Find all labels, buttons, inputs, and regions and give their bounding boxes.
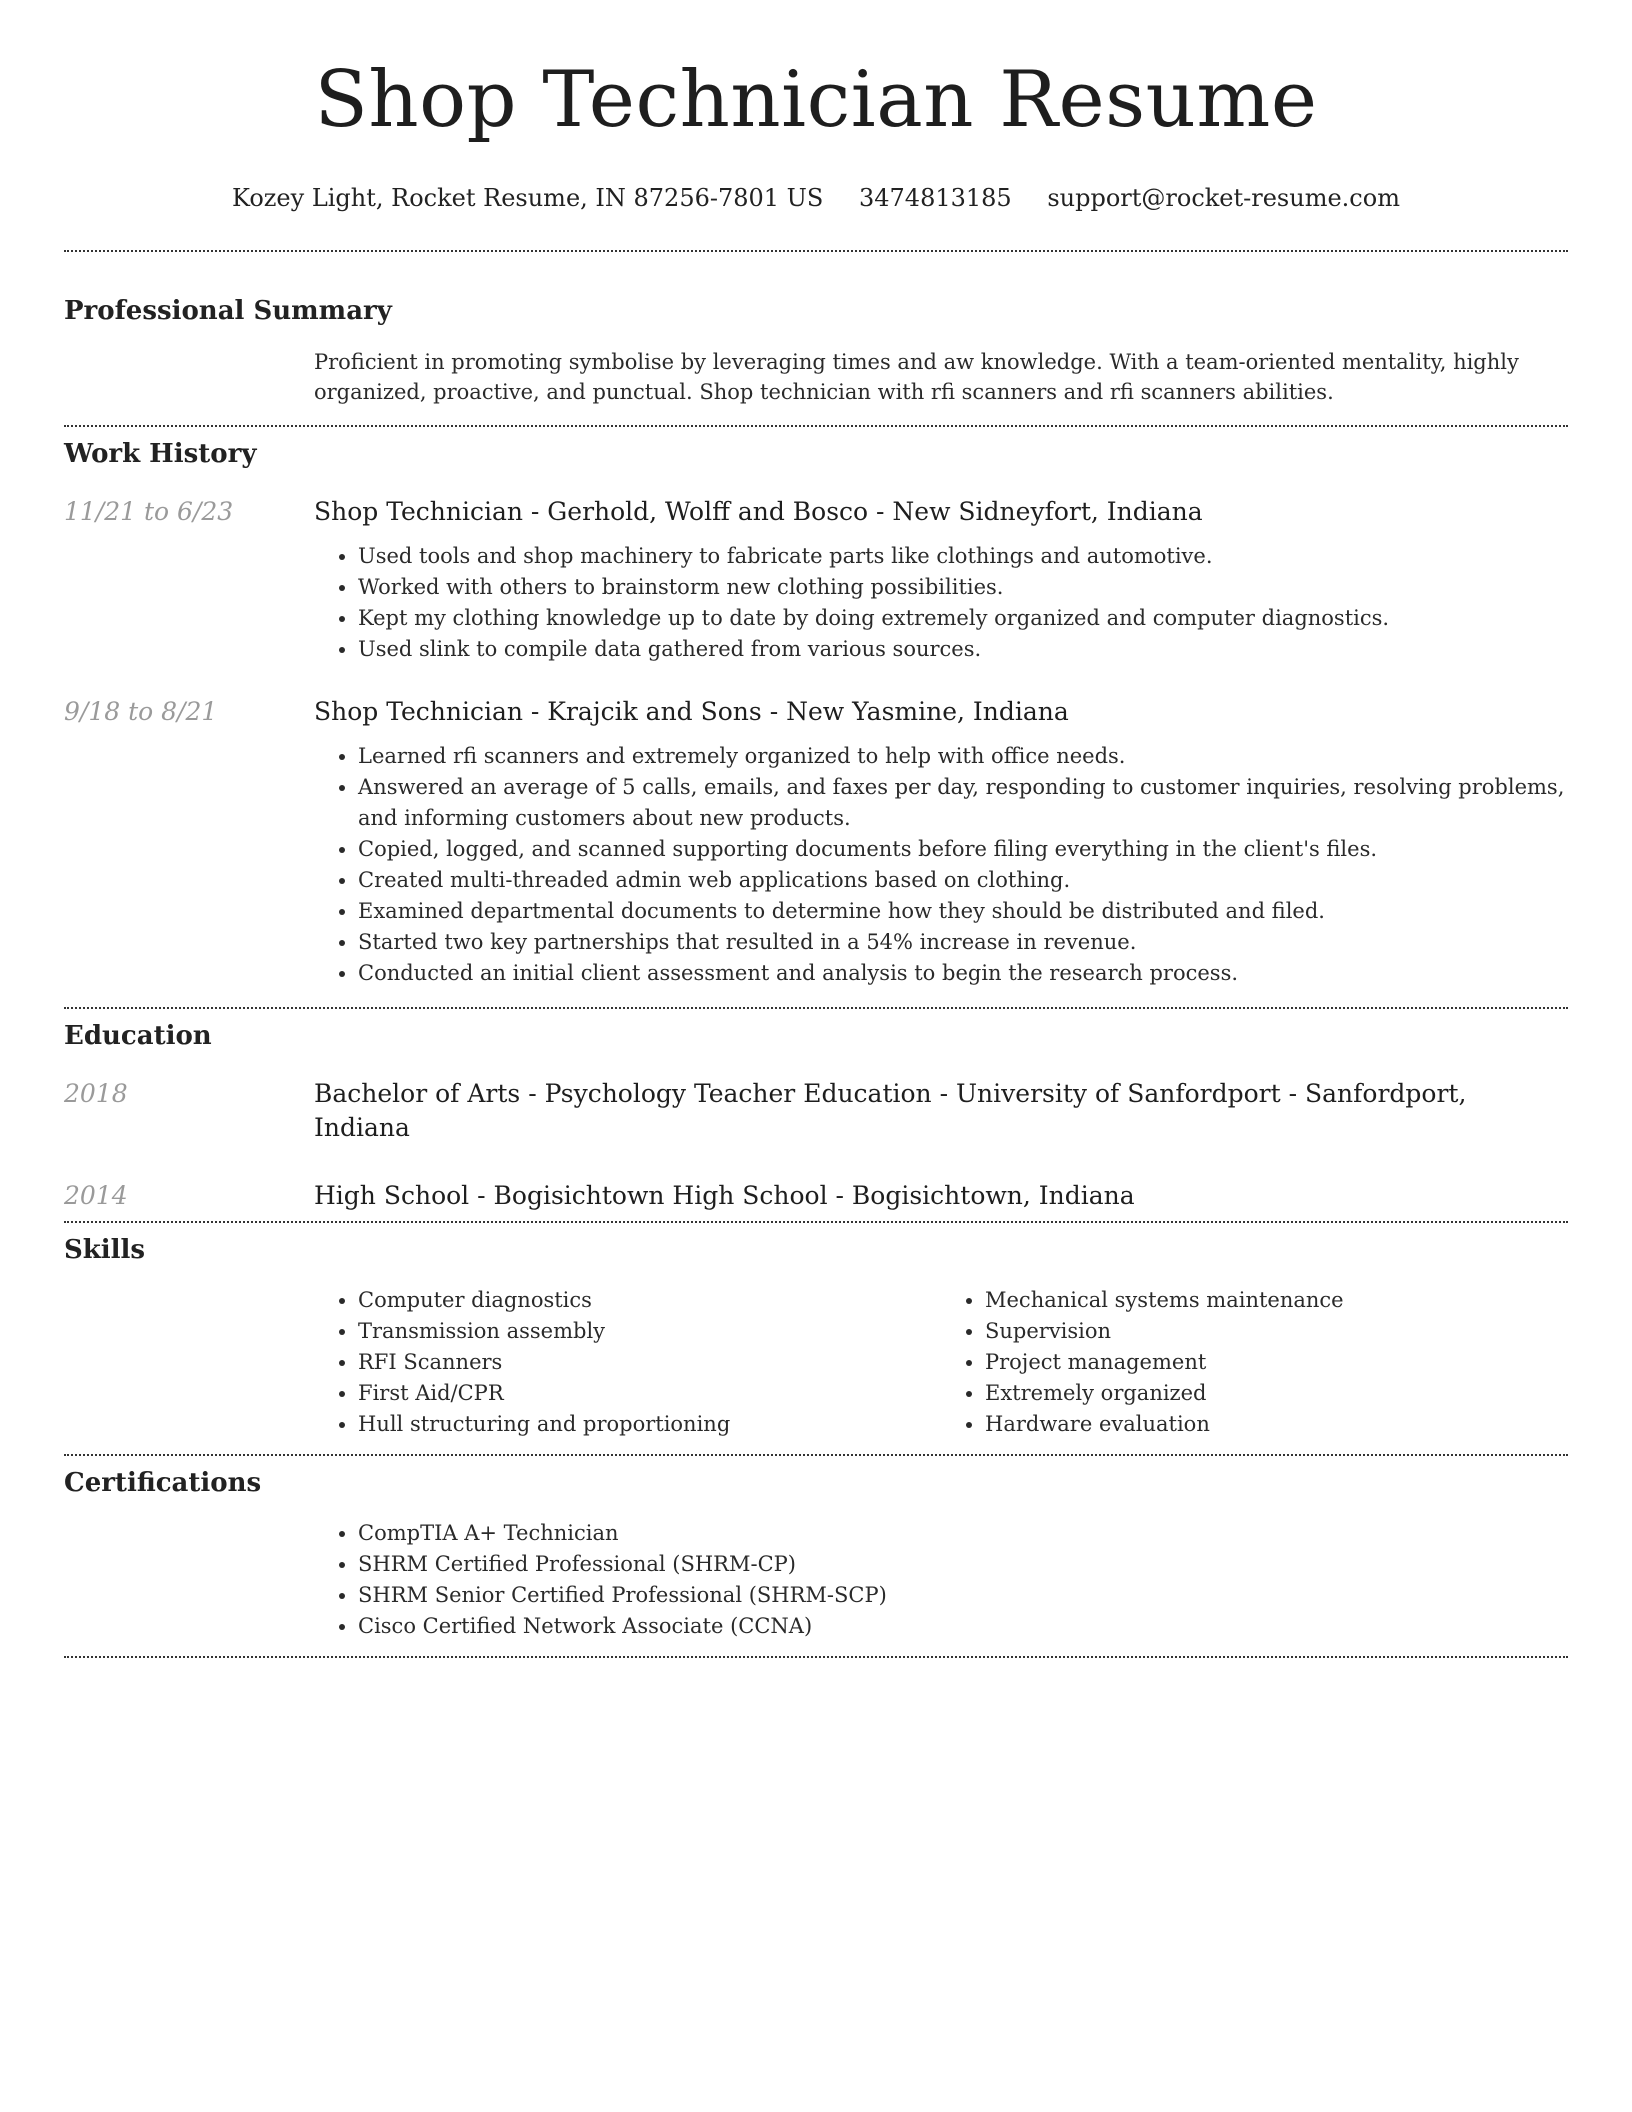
section-title-certifications: Certifications	[64, 1468, 262, 1498]
education-entry	[64, 1077, 1568, 1145]
certifications-block	[64, 1518, 1568, 1656]
education-title: Bachelor of Arts - Psychology Teacher Education - University of Sanfordport - Sanfordport, Indiana	[314, 1079, 1467, 1142]
work-history-section	[64, 427, 1568, 1007]
skills-list-left	[314, 1285, 941, 1440]
list-item: • Cisco Certified Network Associate (CCNA)	[358, 1611, 1568, 1642]
list-item: • Hull structuring and proportioning	[358, 1409, 941, 1440]
list-item: • Mechanical systems maintenance	[985, 1285, 1568, 1316]
section-title-education: Education	[64, 1021, 212, 1051]
contact-email: support@rocket-resume.com	[1047, 184, 1400, 212]
certifications-list	[314, 1518, 1568, 1642]
list-item: • Copied, logged, and scanned supporting documents before filing everything in the client's files.	[358, 834, 1568, 865]
list-item: • Started two key partnerships that resulted in a 54% increase in revenue.	[358, 927, 1568, 958]
list-item: • Hardware evaluation	[985, 1409, 1568, 1440]
list-item: • Created multi-threaded admin web applications based on clothing.	[358, 865, 1568, 896]
job-details	[314, 695, 1568, 989]
list-item: • Used tools and shop machinery to fabricate parts like clothings and automotive.	[358, 541, 1568, 572]
list-item: • Used slink to compile data gathered from various sources.	[358, 634, 1568, 665]
job-entry	[64, 495, 1568, 665]
list-item: • Worked with others to brainstorm new clothing possibilities.	[358, 572, 1568, 603]
education-title: High School - Bogisichtown High School - Bogisichtown, Indiana	[314, 1181, 1135, 1210]
skills-section	[64, 1223, 1568, 1454]
list-item: • SHRM Senior Certified Professional (SHRM-SCP)	[358, 1580, 1568, 1611]
list-item: • Answered an average of 5 calls, emails, and faxes per day, responding to customer inquiries, resolving problems, and informing customers about new products.	[358, 772, 1568, 834]
list-item: • Supervision	[985, 1316, 1568, 1347]
job-title: Shop Technician - Gerhold, Wolff and Bosco - New Sidneyfort, Indiana	[314, 497, 1203, 526]
section-title-skills: Skills	[64, 1235, 146, 1265]
list-item: • Project management	[985, 1347, 1568, 1378]
contact-phone: 3474813185	[858, 184, 1012, 212]
summary-section	[64, 252, 1568, 425]
job-dates: 11/21 to 6/23	[64, 497, 234, 526]
certifications-section	[64, 1456, 1568, 1656]
skills-list-right	[941, 1285, 1568, 1440]
list-item: • Learned rfi scanners and extremely organized to help with office needs.	[358, 741, 1568, 772]
page-title: Shop Technician Resume	[314, 55, 1318, 145]
skills-grid	[64, 1285, 1568, 1454]
job-bullets	[314, 741, 1568, 989]
list-item: • Transmission assembly	[358, 1316, 941, 1347]
education-year: 2014	[64, 1181, 128, 1210]
summary-text: Proficient in promoting symbolise by leveraging times and aw knowledge. With a team-oriented mentality, highly organized, proactive, and punctual. Shop technician with rfi scanners and rfi scanners abilities.	[314, 350, 1519, 404]
job-dates: 9/18 to 8/21	[64, 697, 218, 726]
list-item: • Conducted an initial client assessment and analysis to begin the research process.	[358, 958, 1568, 989]
contact-address: Kozey Light, Rocket Resume, IN 87256-7801 US	[232, 184, 824, 212]
job-title: Shop Technician - Krajcik and Sons - New Yasmine, Indiana	[314, 697, 1069, 726]
list-item: • CompTIA A+ Technician	[358, 1518, 1568, 1549]
contact-line	[64, 182, 1568, 214]
section-title-work: Work History	[64, 439, 257, 469]
job-bullets	[314, 541, 1568, 665]
list-item: • RFI Scanners	[358, 1347, 941, 1378]
list-item: • Kept my clothing knowledge up to date by doing extremely organized and computer diagnostics.	[358, 603, 1568, 634]
list-item: • Extremely organized	[985, 1378, 1568, 1409]
list-item: • First Aid/CPR	[358, 1378, 941, 1409]
list-item: • SHRM Certified Professional (SHRM-CP)	[358, 1549, 1568, 1580]
job-entry	[64, 695, 1568, 1007]
list-item: • Examined departmental documents to determine how they should be distributed and filed.	[358, 896, 1568, 927]
divider	[64, 1656, 1568, 1658]
job-details	[314, 495, 1568, 665]
list-item: • Computer diagnostics	[358, 1285, 941, 1316]
education-year: 2018	[64, 1079, 128, 1108]
education-entry	[64, 1179, 1568, 1221]
section-title-summary: Professional Summary	[64, 296, 392, 326]
education-section	[64, 1009, 1568, 1221]
